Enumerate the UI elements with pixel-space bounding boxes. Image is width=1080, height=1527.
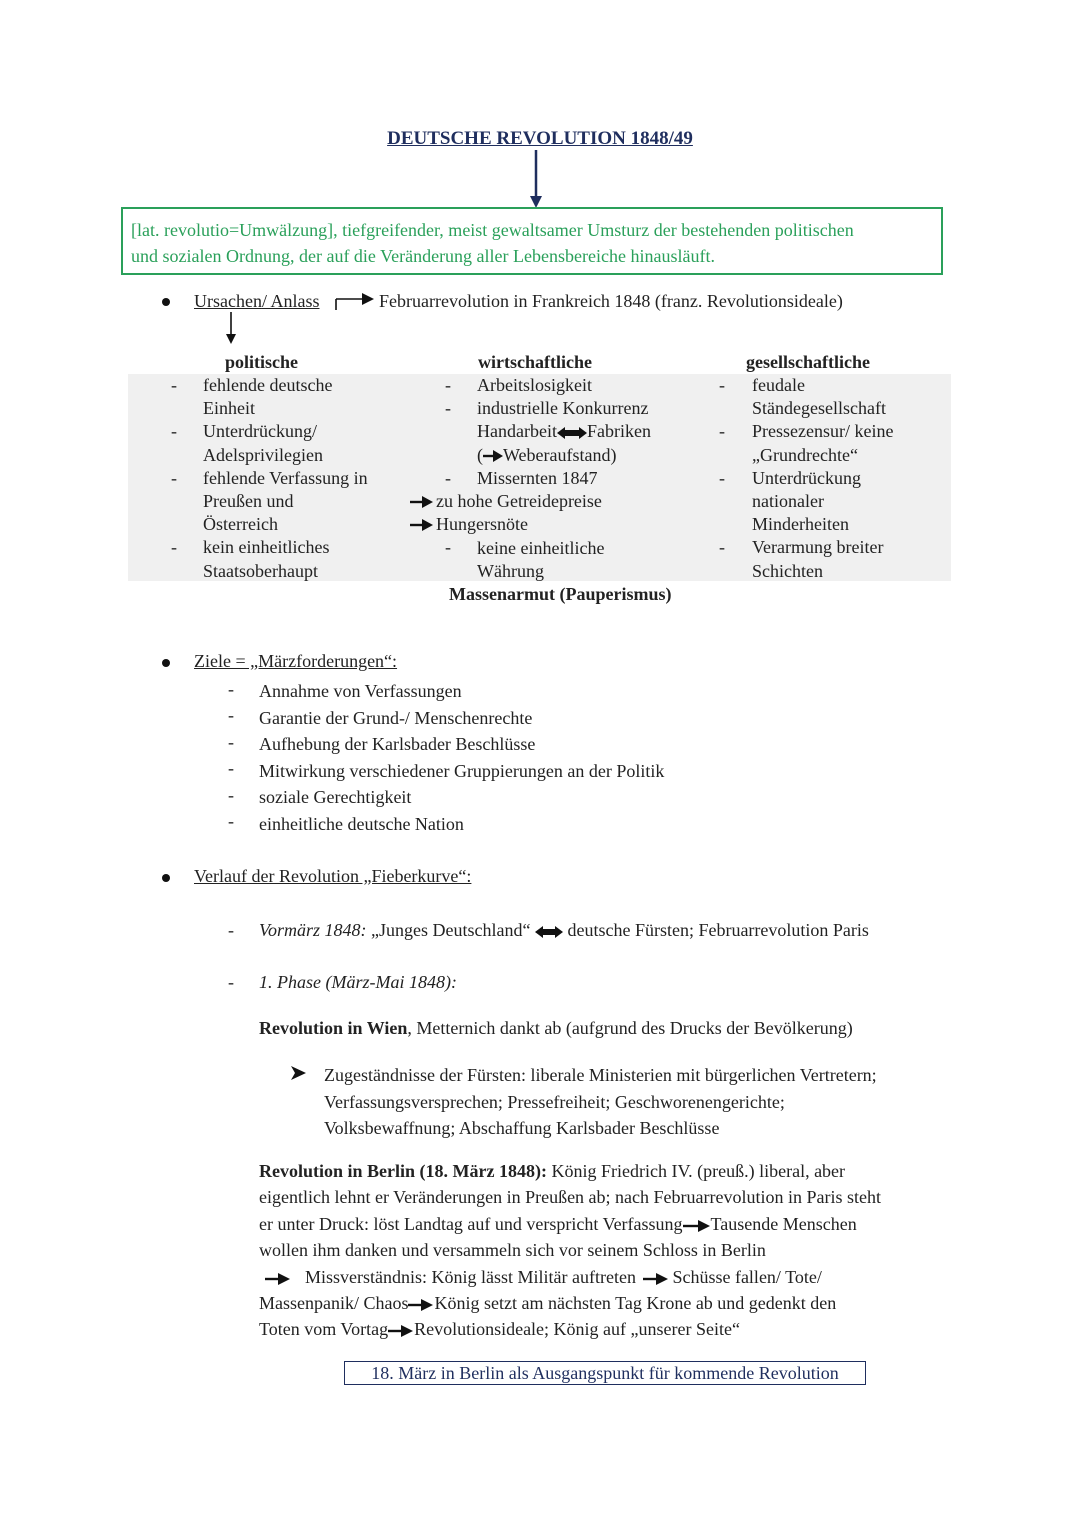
- goals-dash-2: -: [228, 705, 234, 725]
- right-arrow-icon: [408, 1298, 434, 1312]
- causes-trigger-arrow-icon: [334, 290, 376, 312]
- course-label: Verlauf der Revolution „Fieberkurve“:: [194, 866, 472, 886]
- list-item: soziale Gerechtigkeit: [259, 787, 412, 807]
- political-list: [203, 374, 368, 583]
- concession-line: Volksbewaffnung; Abschaffung Karlsbader Beschlüsse: [324, 1118, 720, 1138]
- berlin-l3b: Tausende Menschen: [710, 1213, 857, 1234]
- list-item: feudale: [752, 375, 805, 395]
- right-arrow-icon: [265, 1272, 291, 1286]
- wien-rest: , Metternich dankt ab (aufgrund des Drucks der Bevölkerung): [407, 1018, 853, 1038]
- list-item: Arbeitslosigkeit: [477, 375, 592, 395]
- bullet-goals: [162, 659, 170, 667]
- list-item: Währung: [477, 561, 544, 582]
- social-dash-4: -: [719, 537, 725, 557]
- phase1-dash: -: [228, 972, 234, 992]
- political-dash-4: -: [171, 537, 177, 557]
- double-arrow-icon: [557, 426, 587, 440]
- causes-down-arrow-icon: [222, 312, 240, 348]
- list-item: Annahme von Verfassungen: [259, 681, 462, 701]
- double-arrow-icon: [535, 925, 563, 939]
- vormaerz-label: Vormärz 1848:: [259, 920, 367, 940]
- conclusion-box: 18. März in Berlin als Ausgangspunkt für kommende Revolution: [344, 1361, 866, 1385]
- list-item: Preußen und: [203, 491, 294, 512]
- right-arrow-icon: [388, 1324, 414, 1338]
- definition-line-1: [lat. revolutio=Umwälzung], tiefgreifender, meist gewaltsamer Umsturz der bestehenden politischen: [131, 220, 854, 240]
- social-dash-1: -: [719, 375, 725, 395]
- list-item: Schichten: [752, 560, 823, 581]
- list-item: einheitliche deutsche Nation: [259, 813, 464, 834]
- list-item: kein einheitliches: [203, 537, 330, 558]
- berlin-l5b: Schüsse fallen/ Tote/: [672, 1266, 822, 1287]
- list-item: Garantie der Grund-/ Menschenrechte: [259, 707, 533, 728]
- list-item: „Grundrechte“: [752, 444, 858, 465]
- causes-trigger: Februarrevolution in Frankreich 1848 (franz. Revolutionsideale): [379, 291, 843, 311]
- concessions-block: [324, 1062, 877, 1142]
- list-item: Aufhebung der Karlsbader Beschlüsse: [259, 734, 536, 754]
- fabriken-text: Fabriken: [586, 421, 651, 442]
- economic-hungersnoete: Hungersnöte: [436, 514, 528, 534]
- social-dash-2: -: [719, 421, 725, 441]
- economic-dash-2: -: [445, 398, 451, 418]
- weberaufstand-text: Weberaufstand): [503, 444, 617, 465]
- berlin-l5a: Missverständnis: König lässt Militär auftreten: [305, 1266, 636, 1287]
- list-item: Ständegesellschaft: [752, 398, 886, 419]
- concession-line: Verfassungsversprechen; Pressefreiheit; Geschworenengerichte;: [324, 1091, 785, 1112]
- causes-label-a: Ursachen: [194, 291, 262, 311]
- list-item: Mitwirkung verschiedener Gruppierungen an der Politik: [259, 760, 665, 781]
- berlin-l1: König Friedrich IV. (preuß.) liberal, aber: [551, 1161, 846, 1181]
- berlin-bold: Revolution in Berlin (18. März 1848):: [259, 1161, 547, 1181]
- political-dash-2: -: [171, 421, 177, 441]
- right-arrow-icon: [643, 1272, 669, 1286]
- definition-box: [121, 207, 943, 275]
- arrowhead-bullet-icon: [291, 1066, 307, 1080]
- list-item: fehlende Verfassung in: [203, 467, 368, 488]
- list-item: Österreich: [203, 514, 278, 535]
- berlin-line-1: [259, 1158, 881, 1184]
- wien-bold: Revolution in Wien: [259, 1018, 408, 1038]
- berlin-l7b: Revolutionsideale; König auf „unserer Seite“: [414, 1319, 740, 1340]
- berlin-line-5: [259, 1264, 881, 1290]
- title-arrow-icon: [528, 150, 544, 212]
- political-dash-3: -: [171, 468, 177, 488]
- list-item: Verarmung breiter: [752, 537, 884, 558]
- goals-dash-5: -: [228, 785, 234, 805]
- berlin-l4: wollen ihm danken und versammeln sich vor seinem Schloss in Berlin: [259, 1240, 766, 1261]
- berlin-l2: eigentlich lehnt er Veränderungen in Preußen ab; nach Februarrevolution in Paris steht: [259, 1187, 881, 1208]
- berlin-l6b: König setzt am nächsten Tag Krone ab und gedenkt den: [434, 1293, 837, 1314]
- berlin-l6a: Massenpanik/ Chaos: [259, 1293, 409, 1314]
- right-arrow-icon: [483, 449, 503, 463]
- political-dash-1: -: [171, 375, 177, 395]
- social-dash-3: -: [719, 468, 725, 488]
- list-item: Unterdrückung/: [203, 421, 317, 442]
- economic-list: [477, 374, 651, 490]
- vormaerz-line: [259, 920, 869, 941]
- berlin-line-6: [259, 1290, 881, 1316]
- berlin-paragraph: [259, 1158, 881, 1343]
- economic-dash-3: -: [445, 468, 451, 488]
- goals-dash-1: -: [228, 679, 234, 699]
- goals-dash-6: -: [228, 811, 234, 831]
- economic-summary: Massenarmut (Pauperismus): [449, 584, 672, 604]
- list-item: Adelsprivilegien: [203, 444, 323, 465]
- heading-social: gesellschaftliche: [746, 352, 870, 372]
- list-item: Unterdrückung: [752, 467, 861, 488]
- list-item: Staatsoberhaupt: [203, 560, 318, 581]
- concession-line: Zugeständnisse der Fürsten: liberale Ministerien mit bürgerlichen Vertretern;: [324, 1065, 877, 1085]
- vormaerz-dash: -: [228, 920, 234, 940]
- list-item: industrielle Konkurrenz: [477, 398, 649, 419]
- heading-political: politische: [225, 352, 299, 372]
- causes-label-b: / Anlass: [261, 291, 320, 311]
- list-item: [477, 420, 651, 443]
- economic-getreidepreise: zu hohe Getreidepreise: [436, 491, 602, 511]
- list-item: Einheit: [203, 398, 255, 419]
- berlin-l3a: er unter Druck: löst Landtag auf und verspricht Verfassung: [259, 1213, 683, 1234]
- goals-dash-4: -: [228, 758, 234, 778]
- economic-dash-4: -: [445, 537, 451, 557]
- goals-list: [259, 678, 664, 837]
- bullet-course: [162, 874, 170, 882]
- page-title: DEUTSCHE REVOLUTION 1848/49: [387, 128, 693, 149]
- causes-label: [194, 291, 319, 312]
- heading-economic: wirtschaftliche: [478, 352, 592, 372]
- list-item: nationaler: [752, 491, 824, 512]
- economic-dash-1: -: [445, 375, 451, 395]
- vormaerz-b: deutsche Fürsten; Februarrevolution Paris: [567, 920, 869, 940]
- right-arrow-icon: [410, 495, 434, 509]
- list-item: Minderheiten: [752, 514, 849, 535]
- berlin-line-3: [259, 1211, 881, 1237]
- goals-dash-3: -: [228, 732, 234, 752]
- berlin-l7a: Toten vom Vortag: [259, 1319, 389, 1340]
- list-item: [477, 444, 651, 467]
- definition-line-2: und sozialen Ordnung, der auf die Veränderung aller Lebensbereiche hinausläuft.: [131, 246, 715, 266]
- phase1-label: 1. Phase (März-Mai 1848):: [259, 972, 457, 992]
- vormaerz-a: „Junges Deutschland“: [371, 920, 531, 940]
- wien-line: [259, 1018, 853, 1039]
- handarbeit-text: Handarbeit: [477, 421, 557, 442]
- berlin-line-7: [259, 1316, 881, 1342]
- social-list: [752, 374, 893, 583]
- bullet-causes: [162, 298, 170, 306]
- right-arrow-icon: [410, 518, 434, 532]
- goals-label: Ziele = „Märzforderungen“:: [194, 651, 398, 671]
- list-item: keine einheitliche: [477, 538, 605, 558]
- economic-list-2: [477, 537, 604, 583]
- list-item: fehlende deutsche: [203, 375, 333, 395]
- paren-open-text: (: [477, 444, 483, 465]
- list-item: Missernten 1847: [477, 467, 598, 488]
- right-arrow-icon: [683, 1219, 711, 1233]
- list-item: Pressezensur/ keine: [752, 421, 894, 442]
